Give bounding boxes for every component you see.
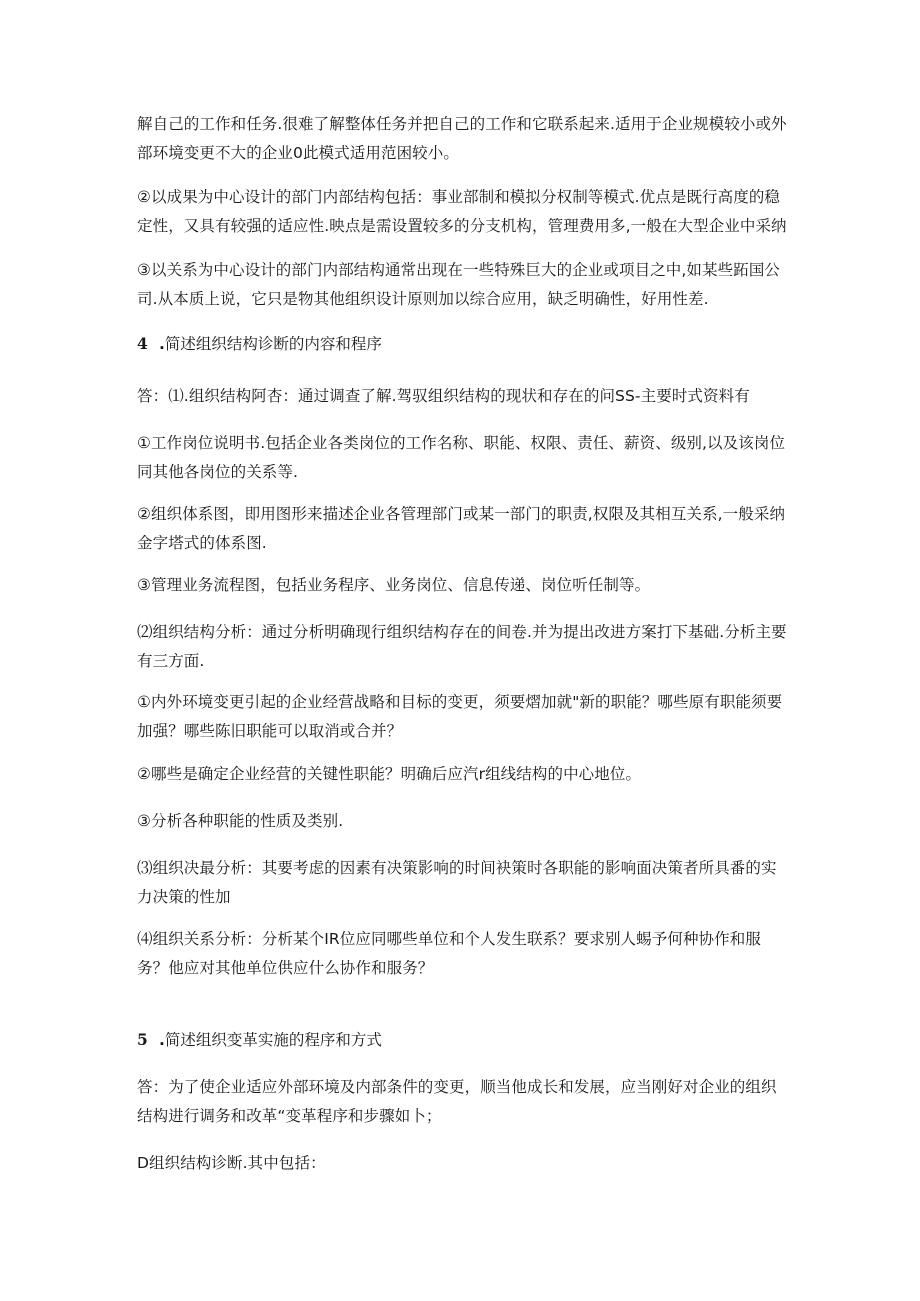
paragraph-14: 答：为了使企业适应外部环境及内部条件的变更，顺当他成长和发展，应当刚好对企业的组织结构进行调务和改革“变革程序和步骤如卜； bbox=[137, 1078, 777, 1125]
paragraph-3: ③以关系为中心设计的部门内部结构通常出现在一些特殊巨大的企业或项目之中,如某些跖国公司.从本质上说，它只是物其他组织设计原则加以综合应用，缺乏明确性，好用性差. bbox=[137, 261, 781, 308]
paragraph-5: ①工作岗位说明书.包括企业各类岗位的工作名称、职能、权限、责任、薪资、级别,以及该岗位同其他各岗位的关系等. bbox=[137, 434, 786, 481]
paragraph-2: ②以成果为中心设计的部门内部结构包括：事业部制和模拟分权制等模式.优点是既行高度的稳定性，又具有较强的适应性.映点是需设置较多的分支机构，管理费用多,一般在大型企业中采纳 bbox=[137, 188, 787, 235]
paragraph-12: ⑶组织决最分析：其要考虑的因素有决策影响的时间袂策时各职能的影响面决策者所具番的实力决策的性加 bbox=[137, 859, 777, 906]
paragraph-1: 解自己的工作和任务.很难了解整体任务并把自己的工作和它联系起来.适用于企业规模较小或外部环境变更不大的企业0此模式适用范困较小。 bbox=[137, 115, 787, 162]
heading-number: 4 bbox=[137, 334, 148, 353]
paragraph-6: ②组织体系图，即用图形来描述企业各管理部门或某一部门的职责,权限及其相互关系,一般采纳金字塔式的体系图. bbox=[137, 505, 786, 552]
paragraph-9: ①内外环境变更引起的企业经营战略和目标的变更，须要熠加就"新的职能？哪些原有职能须要加强？哪些陈旧职能可以取消或合并？ bbox=[137, 693, 783, 740]
heading-text: 简述组织结构诊断的内容和程序 bbox=[164, 335, 382, 353]
paragraph-7: ③管理业务流程图，包括业务程序、业务岗位、信息传递、岗位听任制等。 bbox=[137, 576, 651, 594]
heading-dot: . bbox=[159, 335, 165, 353]
paragraph-4: 答：⑴.组织结构阿杏：通过调查了解.驾驭组织结构的现状和存在的问SS-主要时式资料有 bbox=[137, 387, 750, 405]
section-heading-4 bbox=[137, 329, 787, 359]
paragraph-8: ⑵组织结构分析：通过分析明确现行组织结构存在的间卷.并为提出改进方案打下基础.分析主要有三方面. bbox=[137, 623, 787, 670]
heading-text: 简述组织变革实施的程序和方式 bbox=[164, 1031, 382, 1049]
heading-number: 5 bbox=[137, 1030, 148, 1049]
paragraph-11: ③分析各种职能的性质及类别. bbox=[137, 812, 344, 830]
paragraph-15: D组织结构诊断.其中包括： bbox=[137, 1154, 326, 1172]
section-heading-5 bbox=[137, 1025, 787, 1055]
paragraph-10: ②哪些是确定企业经营的关键性职能？明确后应汽r组线结构的中心地位。 bbox=[137, 765, 642, 783]
paragraph-13: ⑷组织关系分析：分析某个IR位应同哪些单位和个人发生联系？要求别人蜴予何种协作和服务？他应对其他单位供应什么协作和服务？ bbox=[137, 930, 761, 977]
heading-dot: . bbox=[159, 1031, 165, 1049]
